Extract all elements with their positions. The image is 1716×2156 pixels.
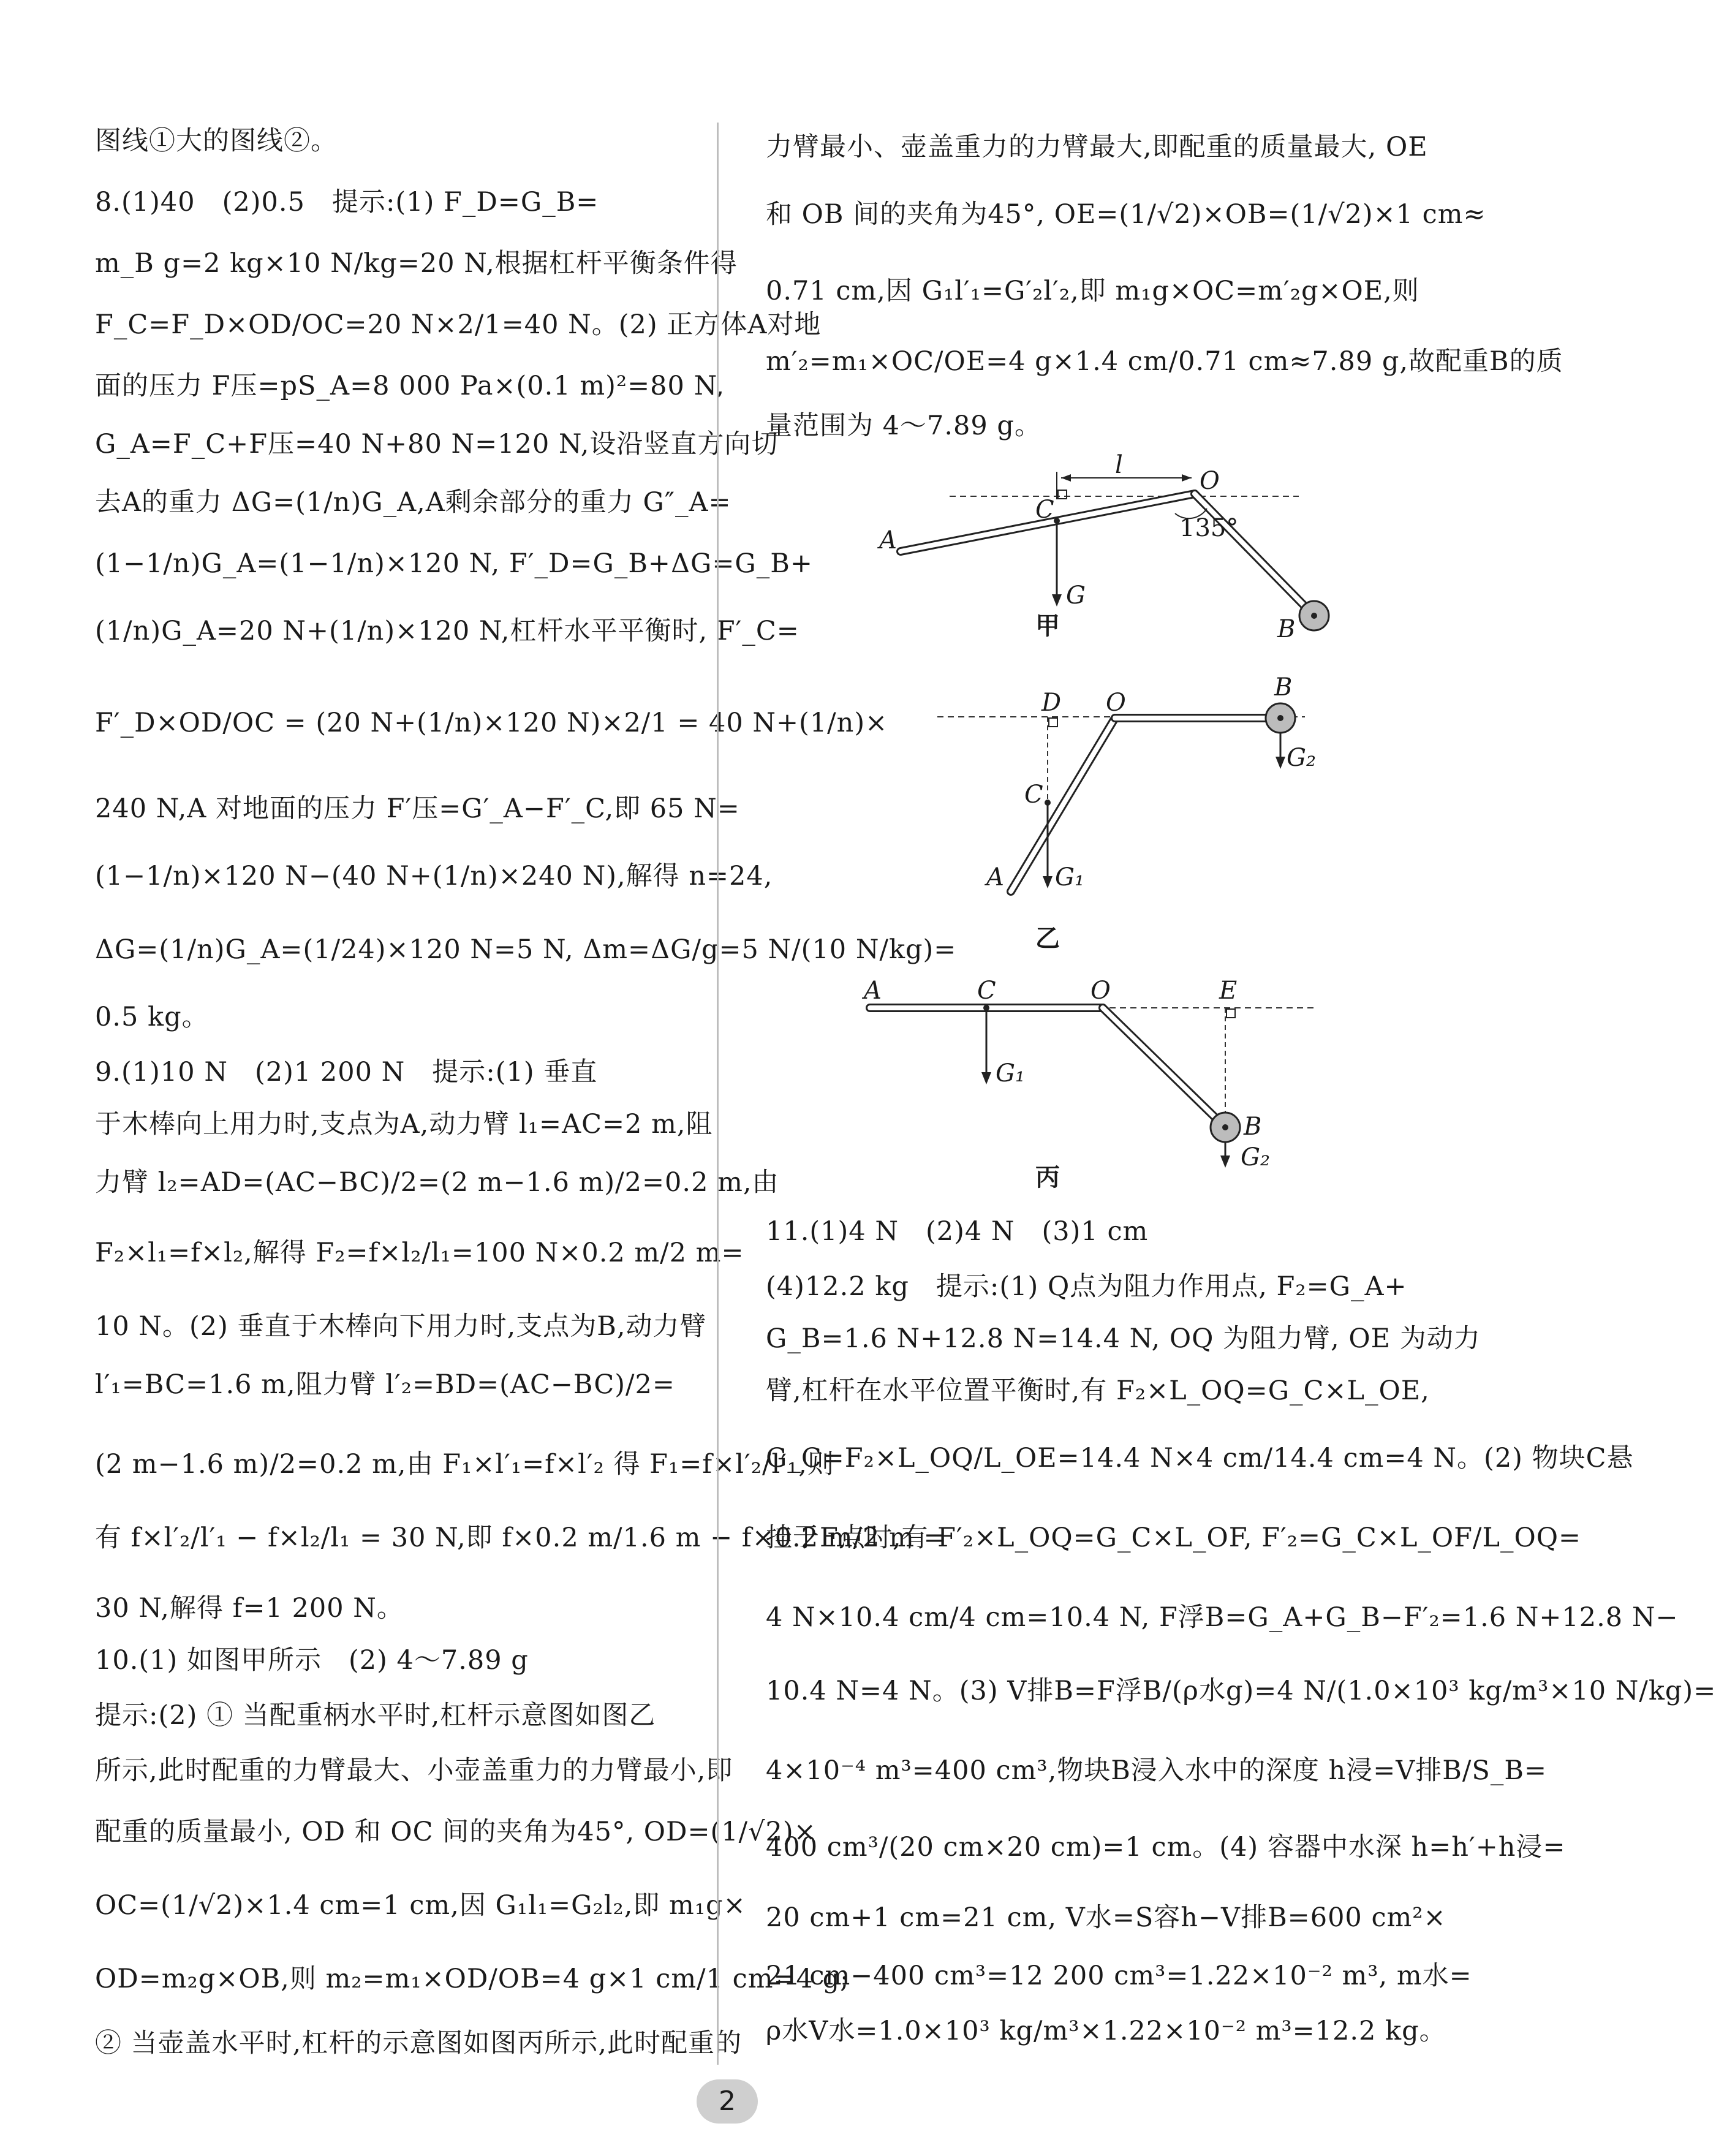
text-line: 8.(1)40 (2)0.5 提示:(1) F_D=G_B= — [95, 187, 599, 217]
label-a: A — [986, 863, 1004, 891]
text-line: 提示:(2) ① 当配重柄水平时,杠杆示意图如图乙 — [95, 1700, 656, 1731]
text-line: 力臂 l₂=AD=(AC−BC)/2=(2 m−1.6 m)/2=0.2 m,由 — [95, 1167, 779, 1198]
text-line: 力臂最小、壶盖重力的力臂最大,即配重的质量最大, OE — [766, 132, 1428, 162]
text-line: m_B g=2 kg×10 N/kg=20 N,根据杠杆平衡条件得 — [95, 248, 738, 279]
text-line: (1−1/n)G_A=(1−1/n)×120 N, F′_D=G_B+ΔG=G_B+ — [95, 548, 813, 579]
text-line: 0.5 kg。 — [95, 1002, 209, 1032]
text-line: G_A=F_C+F压=40 N+80 N=120 N,设沿竖直方向切 — [95, 429, 779, 460]
label-c: C — [1024, 781, 1043, 809]
label-angle: 135° — [1179, 514, 1239, 542]
label-g: G — [1066, 581, 1086, 610]
text-line: 11.(1)4 N (2)4 N (3)1 cm — [766, 1216, 1149, 1247]
text-line: 9.(1)10 N (2)1 200 N 提示:(1) 垂直 — [95, 1057, 598, 1087]
text-line: 4×10⁻⁴ m³=400 cm³,物块B浸入水中的深度 h浸=V排B/S_B= — [766, 1755, 1547, 1786]
label-l: l — [1115, 451, 1123, 479]
label-o: O — [1200, 467, 1220, 495]
text-line: (1−1/n)×120 N−(40 N+(1/n)×240 N),解得 n=24, — [95, 861, 773, 891]
text-line: (2 m−1.6 m)/2=0.2 m,由 F₁×l′₁=f×l′₂ 得 F₁=f×l′₂/l′₁,则 — [95, 1449, 834, 1480]
label-e: E — [1219, 977, 1238, 1005]
text-line: G_B=1.6 N+12.8 N=14.4 N, OQ 为阻力臂, OE 为动力 — [766, 1323, 1481, 1354]
page-number: 2 — [697, 2079, 758, 2124]
text-line: 30 N,解得 f=1 200 N。 — [95, 1593, 404, 1624]
text-line: OD=m₂g×OB,则 m₂=m₁×OD/OB=4 g×1 cm/1 cm=4 g; — [95, 1964, 850, 1994]
text-line: F′_D×OD/OC = (20 N+(1/n)×120 N)×2/1 = 40 N+(1/n)× — [95, 708, 888, 738]
text-line: m′₂=m₁×OC/OE=4 g×1.4 cm/0.71 cm≈7.89 g,故配重B的质 — [766, 346, 1563, 377]
text-line: 于木棒向上用力时,支点为A,动力臂 l₁=AC=2 m,阻 — [95, 1109, 713, 1140]
text-line: OC=(1/√2)×1.4 cm=1 cm,因 G₁l₁=G₂l₂,即 m₁g× — [95, 1890, 746, 1921]
figure-caption-yi: 乙 — [1035, 925, 1060, 953]
label-b: B — [1244, 1113, 1262, 1141]
figure-caption-bing: 丙 — [1035, 1163, 1060, 1192]
text-line: 4 N×10.4 cm/4 cm=10.4 N, F浮B=G_A+G_B−F′₂=1.6 N+12.8 N− — [766, 1602, 1679, 1633]
figure-bing — [845, 974, 1329, 1170]
column-divider — [717, 123, 719, 2065]
label-d: D — [1041, 689, 1062, 717]
label-g1: G₁ — [996, 1059, 1025, 1087]
text-line: 图线①大的图线②。 — [95, 126, 338, 156]
text-line: 240 N,A 对地面的压力 F′压=G′_A−F′_C,即 65 N= — [95, 793, 740, 824]
text-line: (1/n)G_A=20 N+(1/n)×120 N,杠杆水平平衡时, F′_C= — [95, 616, 799, 646]
text-line: 0.71 cm,因 G₁l′₁=G′₂l′₂,即 m₁g×OC=m′₂g×OE,则 — [766, 276, 1419, 306]
text-line: G_C=F₂×L_OQ/L_OE=14.4 N×4 cm/14.4 cm=4 N。(2) 物块C悬 — [766, 1443, 1634, 1473]
label-o: O — [1090, 977, 1111, 1005]
text-line: F_C=F_D×OD/OC=20 N×2/1=40 N。(2) 正方体A对地 — [95, 309, 822, 340]
text-line: 10 N。(2) 垂直于木棒向下用力时,支点为B,动力臂 — [95, 1311, 707, 1342]
text-line: 20 cm+1 cm=21 cm, V水=S容h−V排B=600 cm²× — [766, 1902, 1446, 1933]
label-g2: G₂ — [1287, 744, 1316, 772]
label-c: C — [1035, 496, 1054, 524]
text-line: 21 cm−400 cm³=12 200 cm³=1.22×10⁻² m³, m水= — [766, 1961, 1472, 1991]
label-b: B — [1274, 673, 1293, 702]
text-line: ② 当壶盖水平时,杠杆的示意图如图丙所示,此时配重的 — [95, 2028, 743, 2059]
text-line: 10.4 N=4 N。(3) V排B=F浮B/(ρ水g)=4 N/(1.0×10³ kg/m³×10 N/kg)= — [766, 1676, 1716, 1706]
text-line: 和 OB 间的夹角为45°, OE=(1/√2)×OB=(1/√2)×1 cm≈ — [766, 199, 1486, 230]
label-a: A — [879, 526, 897, 554]
text-line: ρ水V水=1.0×10³ kg/m³×1.22×10⁻² m³=12.2 kg。 — [766, 2016, 1446, 2046]
label-o: O — [1106, 689, 1126, 717]
text-line: 有 f×l′₂/l′₁ − f×l₂/l₁ = 30 N,即 f×0.2 m/1.6 m − f×0.2 m/2 m = — [95, 1522, 947, 1553]
text-line: l′₁=BC=1.6 m,阻力臂 l′₂=BD=(AC−BC)/2= — [95, 1369, 675, 1400]
text-line: 所示,此时配重的力臂最大、小壶盖重力的力臂最小,即 — [95, 1755, 733, 1786]
figure-yi — [888, 674, 1317, 931]
label-g1: G₁ — [1055, 863, 1084, 891]
text-line: 400 cm³/(20 cm×20 cm)=1 cm。(4) 容器中水深 h=h′+h浸= — [766, 1832, 1566, 1863]
label-g2: G₂ — [1241, 1143, 1270, 1171]
text-line: 面的压力 F压=pS_A=8 000 Pa×(0.1 m)²=80 N, — [95, 371, 725, 401]
text-line: 去A的重力 ΔG=(1/n)G_A,A剩余部分的重力 G″_A= — [95, 487, 731, 518]
figure-jia — [852, 453, 1317, 656]
text-line: 挂于F点时,有 F′₂×L_OQ=G_C×L_OF, F′₂=G_C×L_OF/L_OQ= — [766, 1522, 1582, 1553]
text-line: (4)12.2 kg 提示:(1) Q点为阻力作用点, F₂=G_A+ — [766, 1271, 1407, 1302]
label-c: C — [977, 977, 996, 1005]
label-b: B — [1277, 615, 1296, 643]
text-line: 量范围为 4～7.89 g。 — [766, 410, 1041, 441]
text-line: ΔG=(1/n)G_A=(1/24)×120 N=5 N, Δm=ΔG/g=5 N/(10 N/kg)= — [95, 934, 957, 965]
text-line: F₂×l₁=f×l₂,解得 F₂=f×l₂/l₁=100 N×0.2 m/2 m= — [95, 1238, 744, 1268]
figure-caption-jia: 甲 — [1035, 612, 1060, 640]
label-a: A — [864, 977, 882, 1005]
text-line: 10.(1) 如图甲所示 (2) 4～7.89 g — [95, 1645, 529, 1676]
text-line: 臂,杠杆在水平位置平衡时,有 F₂×L_OQ=G_C×L_OE, — [766, 1375, 1430, 1406]
text-line: 配重的质量最小, OD 和 OC 间的夹角为45°, OD=(1/√2)× — [95, 1817, 817, 1847]
